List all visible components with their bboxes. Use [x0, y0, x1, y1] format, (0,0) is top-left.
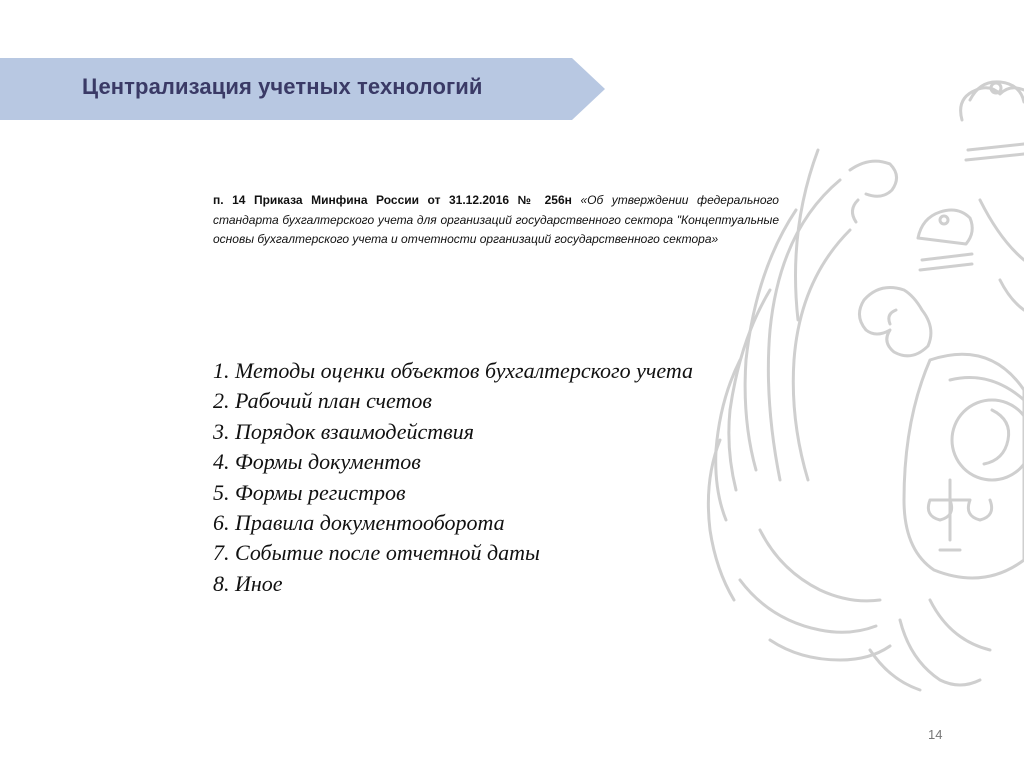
list-item: 5. Формы регистров — [213, 479, 406, 505]
list-item: 3. Порядок взаимодействия — [213, 418, 474, 444]
list-item: 4. Формы документов — [213, 449, 421, 475]
list-item: 8. Иное — [213, 570, 283, 596]
eagle-emblem-watermark-icon — [700, 60, 1024, 700]
page-number: 14 — [928, 727, 943, 742]
list-item: 1. Методы оценки объектов бухгалтерского учета — [213, 358, 694, 383]
reference-order-title: «Об утверждении федерального стандарта бухгалтерского учета для организаций государственного сектора "Концептуальные основы бухгалтерского учета и отчетности организаций государственного сектора» — [213, 193, 779, 246]
technology-list — [213, 356, 693, 599]
reference-order: п. 14 Приказа Минфина России от 31.12.2016 № 256н — [213, 193, 572, 207]
list-item: 7. Событие после отчетной даты — [213, 540, 540, 566]
list-item: 2. Рабочий план счетов — [213, 388, 432, 414]
reference-paragraph — [213, 191, 779, 250]
list-item: 6. Правила документооборота — [213, 510, 505, 536]
slide-title: Централизация учетных технологий — [82, 74, 483, 99]
